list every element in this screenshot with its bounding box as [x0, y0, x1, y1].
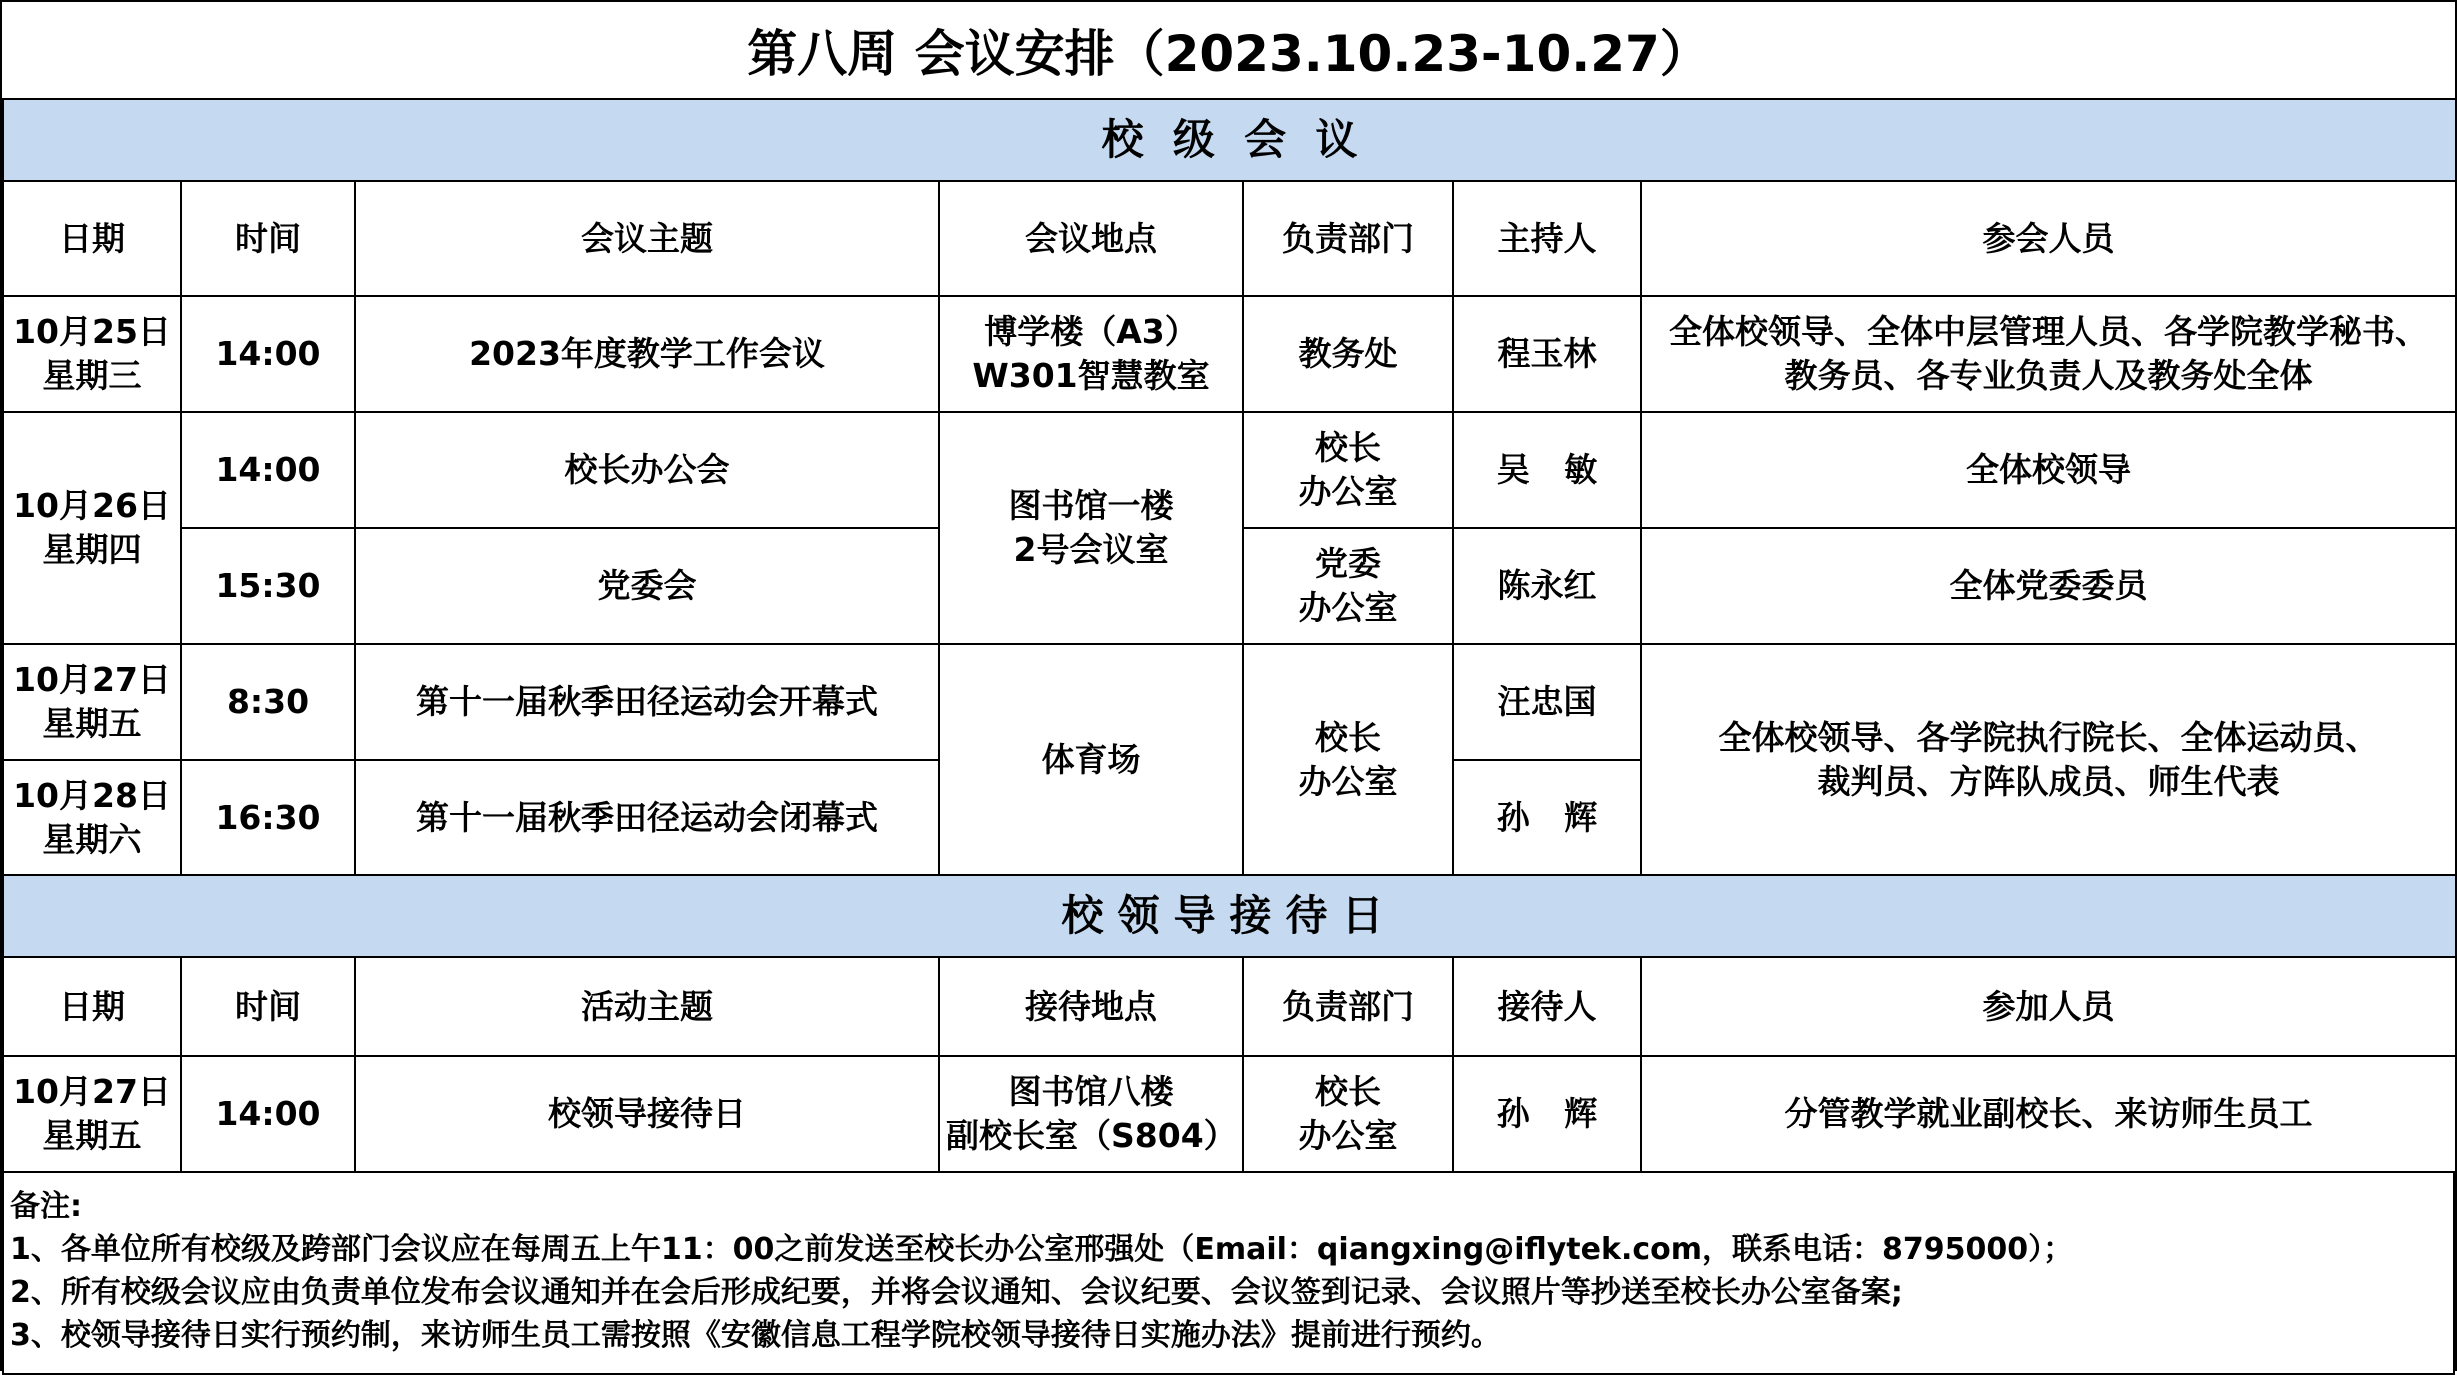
school-header-row — [3, 181, 2456, 296]
header-activity: 活动主题 — [355, 957, 939, 1056]
school-section-title: 校 级 会 议 — [3, 99, 2456, 181]
topic-cell: 校长办公会 — [355, 412, 939, 528]
attendees-cell: 全体校领导 — [1641, 412, 2456, 528]
header-receiver: 接待人 — [1453, 957, 1641, 1056]
time-cell: 14:00 — [181, 412, 355, 528]
reception-section-header — [3, 875, 2456, 957]
topic-cell: 2023年度教学工作会议 — [355, 296, 939, 412]
date-cell: 10月28日 星期六 — [3, 760, 181, 875]
host-cell: 孙 辉 — [1453, 760, 1641, 875]
reception-header-row — [3, 957, 2456, 1056]
header-attendees: 参会人员 — [1641, 181, 2456, 296]
table-row — [3, 296, 2456, 412]
time-cell: 15:30 — [181, 528, 355, 644]
host-cell: 陈永红 — [1453, 528, 1641, 644]
header-time: 时间 — [181, 957, 355, 1056]
time-cell: 14:00 — [181, 1056, 355, 1172]
time-cell: 8:30 — [181, 644, 355, 760]
header-topic: 会议主题 — [355, 181, 939, 296]
note-item: 1、各单位所有校级及跨部门会议应在每周五上午11：00之前发送至校长办公室邢强处（Email：qiangxing@iflytek.com，联系电话：8795000）； — [10, 1232, 2074, 1267]
notes-label: 备注: — [10, 1189, 82, 1224]
date-cell: 10月27日 星期五 — [3, 644, 181, 760]
attendees-cell: 全体党委委员 — [1641, 528, 2456, 644]
attendees-cell: 全体校领导、全体中层管理人员、各学院教学秘书、 教务员、各专业负责人及教务处全体 — [1641, 296, 2456, 412]
header-dept: 负责部门 — [1243, 181, 1453, 296]
table-row — [3, 1056, 2456, 1172]
time-cell: 16:30 — [181, 760, 355, 875]
host-cell: 孙 辉 — [1453, 1056, 1641, 1172]
dept-cell: 校长 办公室 — [1243, 1056, 1453, 1172]
header-date: 日期 — [3, 957, 181, 1056]
header-time: 时间 — [181, 181, 355, 296]
topic-cell: 校领导接待日 — [355, 1056, 939, 1172]
header-date: 日期 — [3, 181, 181, 296]
note-item: 3、校领导接待日实行预约制，来访师生员工需按照《安徽信息工程学院校领导接待日实施办法》提前进行预约。 — [10, 1318, 1501, 1353]
location-cell: 博学楼（A3） W301智慧教室 — [939, 296, 1243, 412]
attendees-cell: 分管教学就业副校长、来访师生员工 — [1641, 1056, 2456, 1172]
header-dept: 负责部门 — [1243, 957, 1453, 1056]
dept-cell: 教务处 — [1243, 296, 1453, 412]
table-row — [3, 412, 2456, 528]
topic-cell: 第十一届秋季田径运动会开幕式 — [355, 644, 939, 760]
host-cell: 汪忠国 — [1453, 644, 1641, 760]
host-cell: 吴 敏 — [1453, 412, 1641, 528]
header-host: 主持人 — [1453, 181, 1641, 296]
header-location: 会议地点 — [939, 181, 1243, 296]
attendees-cell: 全体校领导、各学院执行院长、全体运动员、 裁判员、方阵队成员、师生代表 — [1641, 644, 2456, 875]
topic-cell: 第十一届秋季田径运动会闭幕式 — [355, 760, 939, 875]
dept-cell: 校长 办公室 — [1243, 644, 1453, 875]
location-cell: 图书馆八楼 副校长室（S804） — [939, 1056, 1243, 1172]
location-cell: 图书馆一楼 2号会议室 — [939, 412, 1243, 644]
date-cell: 10月25日 星期三 — [3, 296, 181, 412]
meeting-table — [2, 98, 2457, 1173]
dept-cell: 党委 办公室 — [1243, 528, 1453, 644]
table-row — [3, 644, 2456, 760]
header-reception-location: 接待地点 — [939, 957, 1243, 1056]
topic-cell: 党委会 — [355, 528, 939, 644]
date-cell: 10月26日 星期四 — [3, 412, 181, 644]
time-cell: 14:00 — [181, 296, 355, 412]
dept-cell: 校长 办公室 — [1243, 412, 1453, 528]
notes-section — [2, 1173, 2455, 1375]
note-item: 2、所有校级会议应由负责单位发布会议通知并在会后形成纪要，并将会议通知、会议纪要、会议签到记录、会议照片等抄送至校长办公室备案; — [10, 1275, 1903, 1310]
header-participants: 参加人员 — [1641, 957, 2456, 1056]
school-section-header — [3, 99, 2456, 181]
date-cell: 10月27日 星期五 — [3, 1056, 181, 1172]
reception-section-title: 校领导接待日 — [3, 875, 2456, 957]
page-title: 第八周 会议安排（2023.10.23-10.27） — [2, 0, 2455, 98]
location-cell: 体育场 — [939, 644, 1243, 875]
host-cell: 程玉林 — [1453, 296, 1641, 412]
